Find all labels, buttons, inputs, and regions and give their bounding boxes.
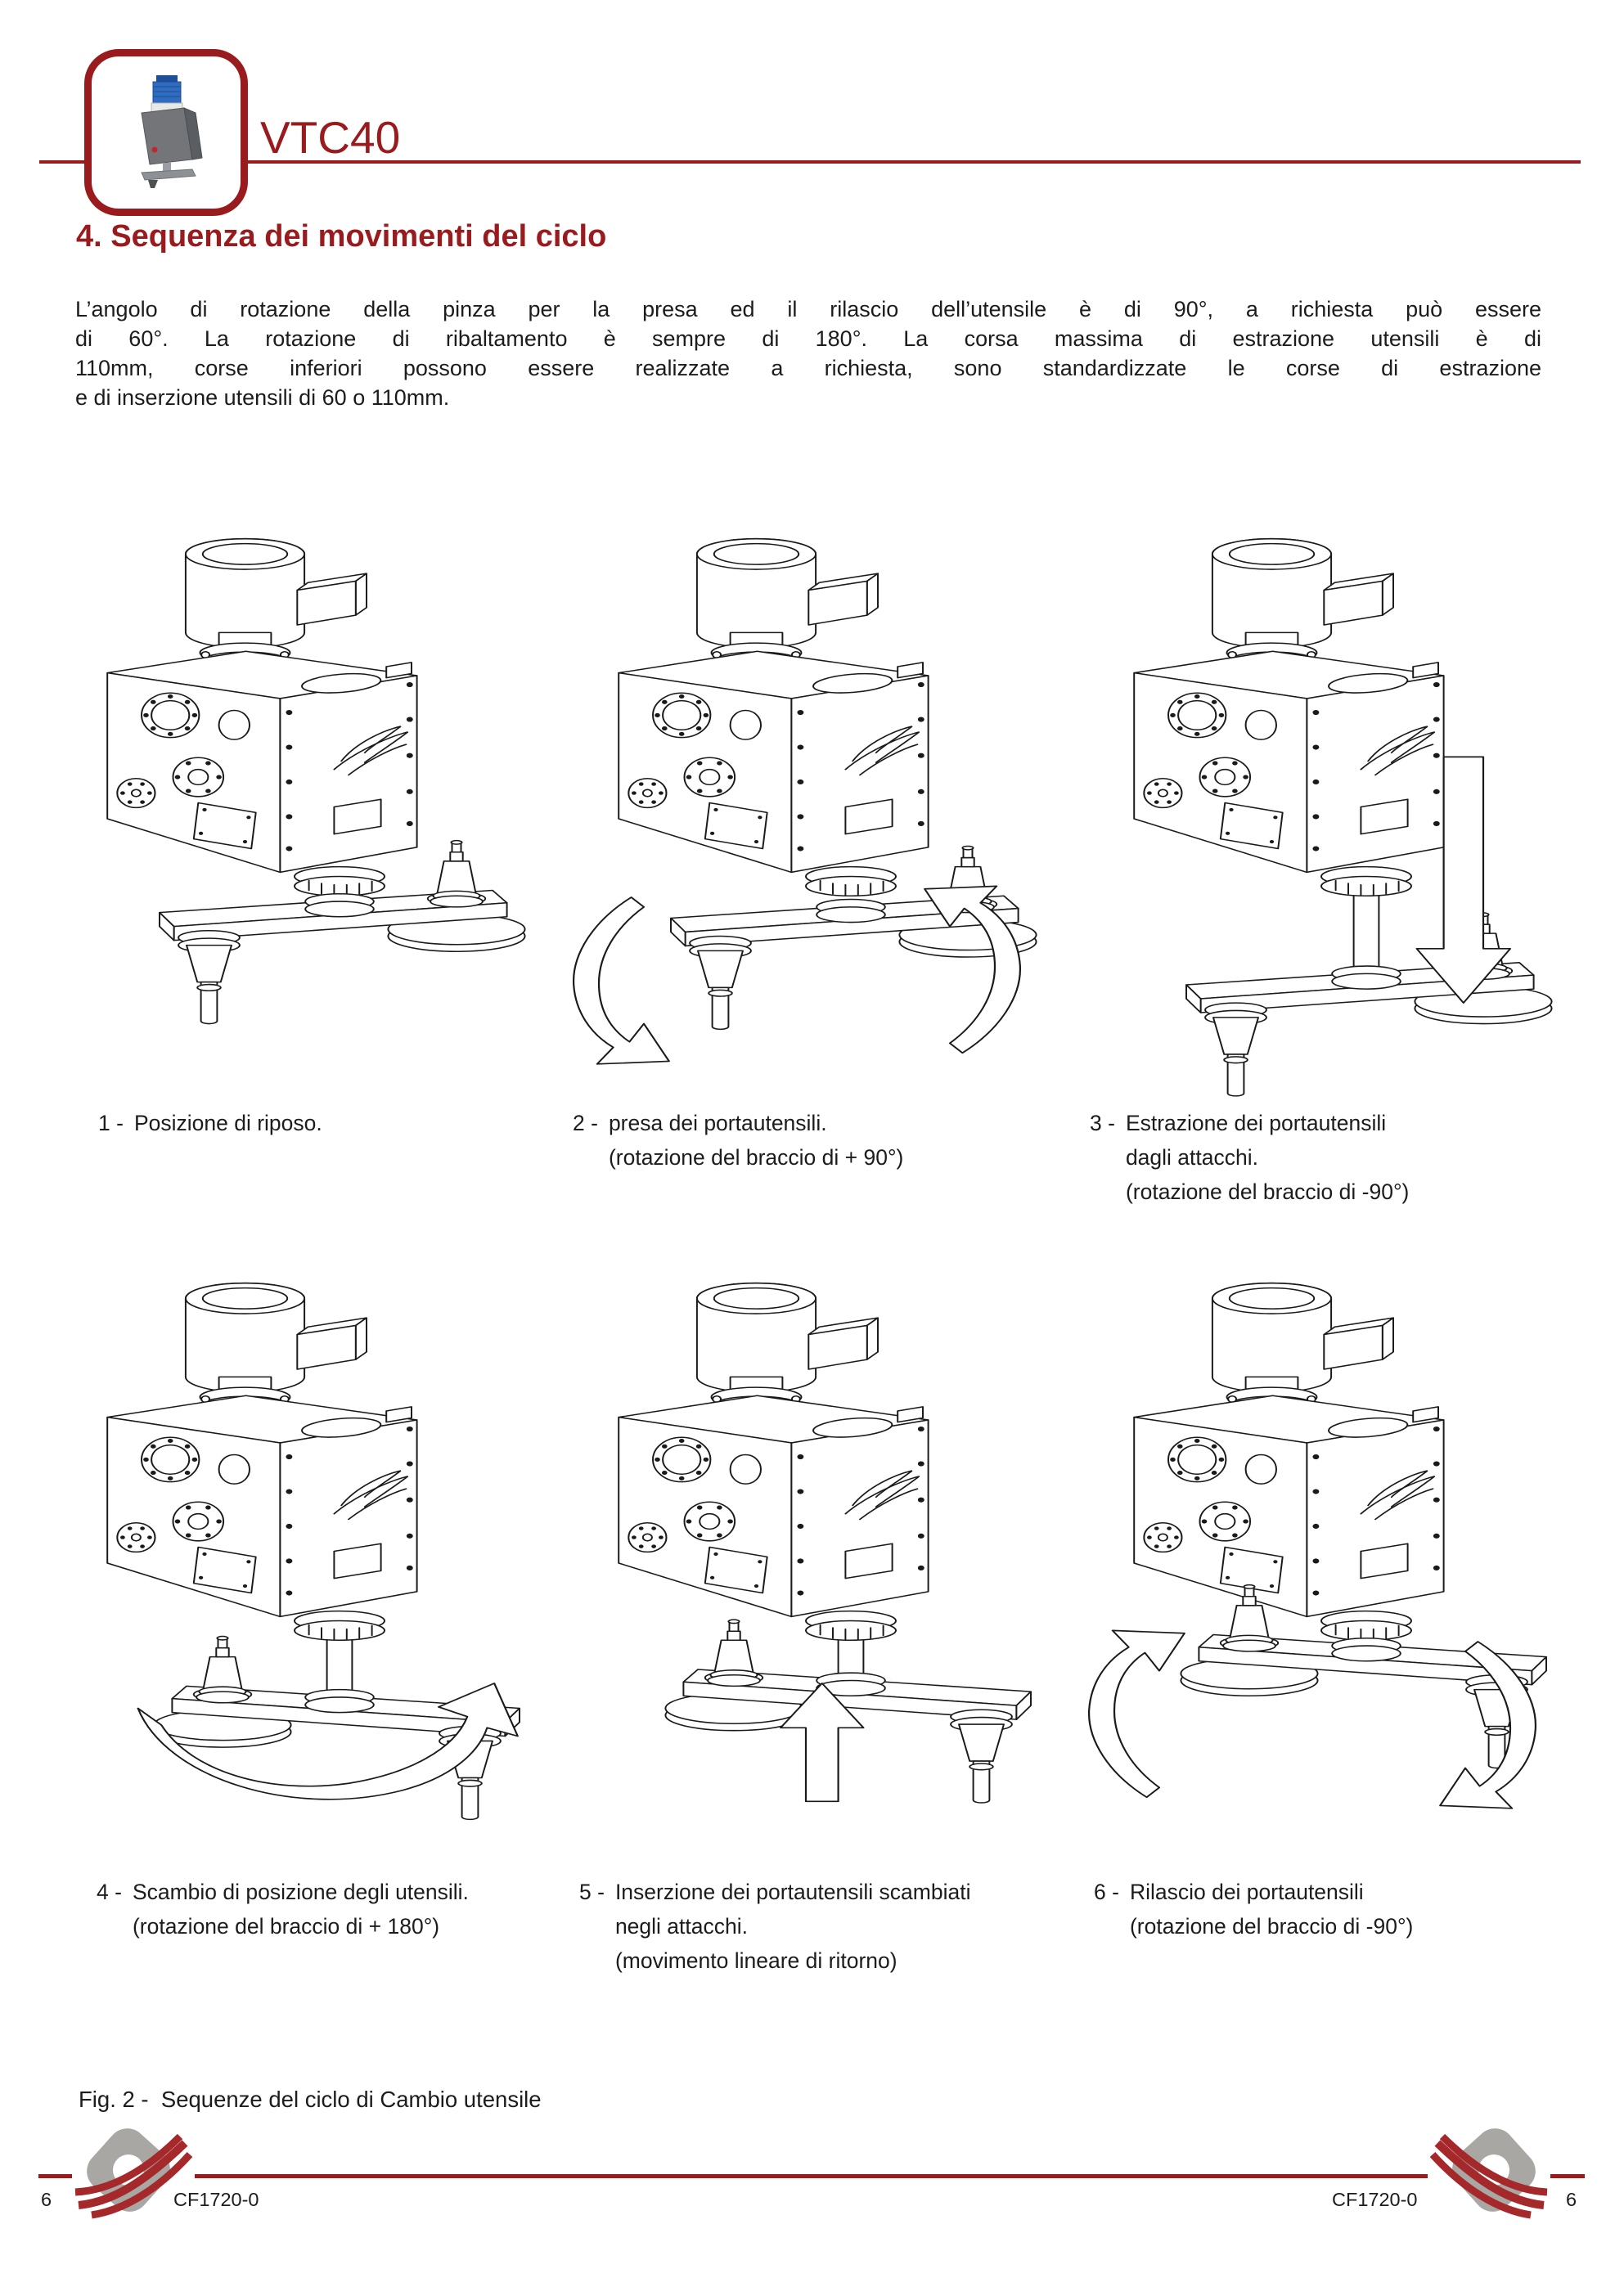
step-caption-1: 1 - Posizione di riposo. [98,1111,322,1135]
rotation-arrow-icon [574,897,669,1064]
footer-rule [38,2174,1585,2178]
company-logo [84,49,248,216]
machine-drawing-2 [536,523,1076,1100]
step-caption-6: 6 - Rilascio dei portautensili (rotazione del braccio di -90°) [1094,1880,1414,1939]
machine-drawing-6 [1051,1268,1591,1844]
section-heading: 4. Sequenza dei movimenti del ciclo [76,219,607,254]
step-caption-4: 4 - Scambio di posizione degli utensili. (rotazione del braccio di + 180°) [97,1880,469,1939]
machine-line-art [1134,539,1443,981]
paragraph-line: e di inserzione utensili di 60 o 110mm. [75,385,450,410]
page-number-left: 6 [41,2189,52,2210]
machine-drawing-1 [25,523,565,1100]
machine-line-art [1134,1283,1443,1641]
doc-code-left: CF1720-0 [173,2189,259,2210]
body-paragraph [75,294,1541,412]
step-caption-5: 5 - Inserzione dei portautensili scambiati negli attacchi. (movimento lineare di ritorno) [579,1880,971,1973]
step-caption-3: 3 - Estrazione dei portautensili dagli attacchi. (rotazione del braccio di -90°) [1090,1111,1410,1204]
product-title: VTC40 [260,112,401,163]
machine-drawing-3 [1051,523,1591,1100]
machine-drawing-4 [25,1268,565,1844]
paragraph-line: 110mm, corse inferiori possono essere realizzate a richiesta, sono standardizzate le corse di estrazione [75,356,1541,380]
machine-line-art [619,1283,928,1687]
machine-photo-icon [117,71,215,194]
figure-caption: Fig. 2 - Sequenze del ciclo di Cambio utensile [79,2087,542,2112]
page-number-right: 6 [1566,2189,1577,2210]
machine-drawing-5 [536,1268,1076,1844]
machine-line-art [107,539,416,896]
footer-logo-right [1428,2128,1550,2225]
rotation-arrow-icon [1089,1630,1185,1797]
step-caption-2: 2 - presa dei portautensili. (rotazione del braccio di + 90°) [573,1111,904,1170]
machine-line-art [619,539,928,896]
paragraph-line: L’angolo di rotazione della pinza per la presa ed il rilascio dell’utensile è di 90°, a richiesta può essere [75,297,1541,321]
machine-line-art [107,1283,416,1705]
paragraph-line: di 60°. La rotazione di ribaltamento è sempre di 180°. La corsa massima di estrazione utensili è di [75,326,1541,351]
doc-code-right: CF1720-0 [1332,2189,1418,2210]
